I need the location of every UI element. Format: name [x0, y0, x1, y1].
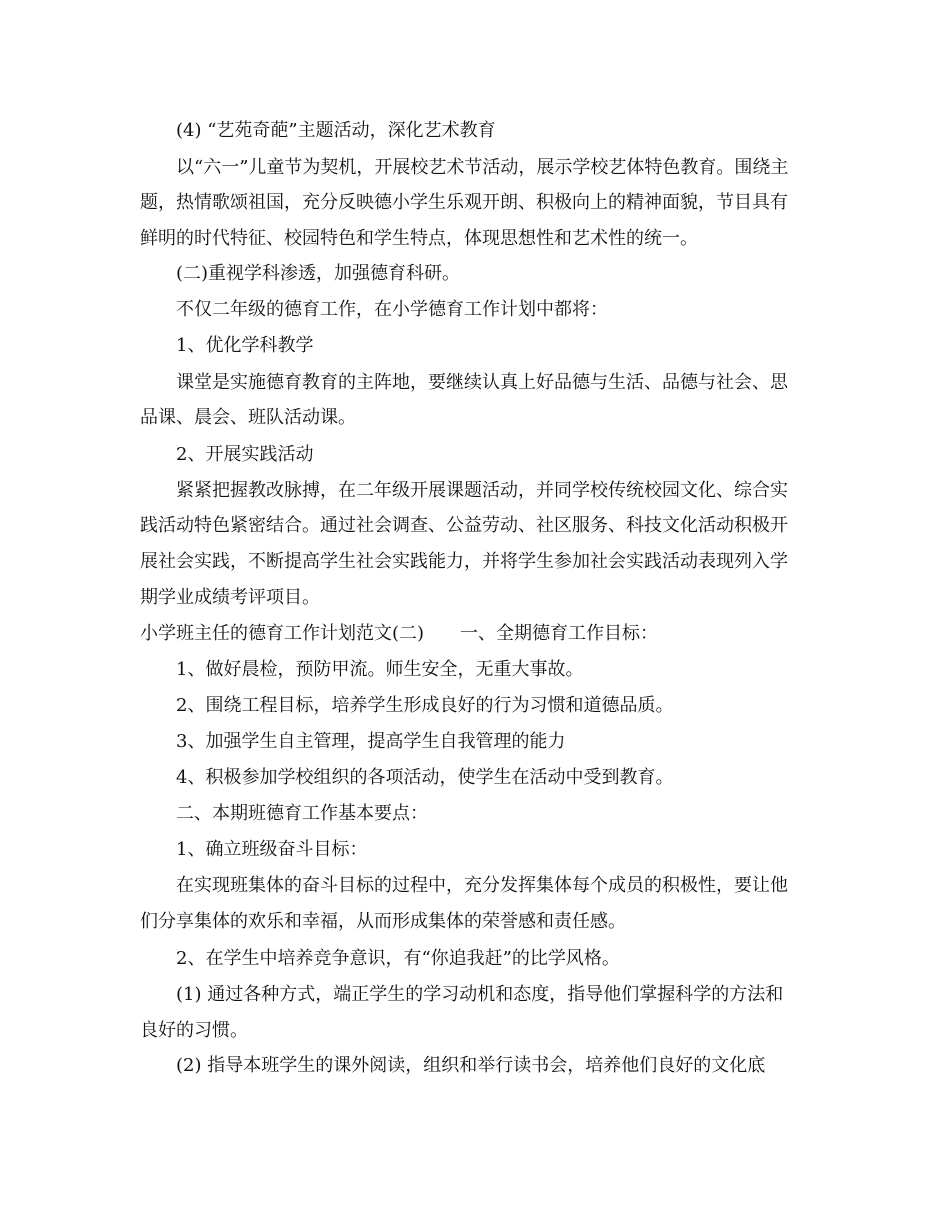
text-line: 良好的习惯。: [140, 1020, 248, 1041]
text-line: (二)重视学科渗透，加强德育科研。: [176, 263, 461, 284]
text-line: 展社会实践，不断提高学生社会实践能力，并将学生参加社会实践活动表现列入学: [140, 551, 788, 572]
text-line: 紧紧把握教改脉搏，在二年级开展课题活动，并同学校传统校园文化、综合实: [176, 480, 788, 501]
text-line: (1) 通过各种方式，端正学生的学习动机和态度，指导他们掌握科学的方法和: [176, 984, 784, 1005]
text-line: 3、加强学生自主管理，提高学生自我管理的能力: [176, 731, 566, 752]
text-line: 们分享集体的欢乐和幸福，从而形成集体的荣誉感和责任感。: [140, 911, 626, 932]
text-line: 小学班主任的德育工作计划范文(二) 一、全期德育工作目标：: [140, 623, 659, 644]
text-line: 1、优化学科教学: [176, 335, 314, 356]
text-line: 2、开展实践活动: [176, 444, 314, 465]
text-line: 2、在学生中培养竞争意识，有“你追我赶”的比学风格。: [176, 948, 620, 969]
text-line: 二、本期班德育工作基本要点：: [176, 803, 428, 824]
text-line: 践活动特色紧密结合。通过社会调查、公益劳动、社区服务、科技文化活动积极开: [140, 515, 788, 536]
text-line: 在实现班集体的奋斗目标的过程中，充分发挥集体每个成员的积极性，要让他: [176, 875, 788, 896]
text-line: (4) “艺苑奇葩”主题活动，深化艺术教育: [176, 120, 496, 141]
text-line: 课堂是实施德育教育的主阵地，要继续认真上好品德与生活、品德与社会、思: [176, 372, 788, 393]
text-line: 2、围绕工程目标，培养学生形成良好的行为习惯和道德品质。: [176, 695, 674, 716]
text-line: 1、做好晨检，预防甲流。师生安全，无重大事故。: [176, 659, 584, 680]
text-line: 品课、晨会、班队活动课。: [140, 407, 356, 428]
text-line: 题，热情歌颂祖国，充分反映德小学生乐观开朗、积极向上的精神面貌，节目具有: [140, 192, 788, 213]
text-line: 期学业成绩考评项目。: [140, 587, 320, 608]
text-line: 不仅二年级的德育工作，在小学德育工作计划中都将：: [176, 299, 608, 320]
text-line: (2) 指导本班学生的课外阅读，组织和举行读书会，培养他们良好的文化底: [176, 1055, 766, 1076]
text-line: 以“六一”儿童节为契机，开展校艺术节活动，展示学校艺体特色教育。围绕主: [176, 157, 789, 178]
text-line: 4、积极参加学校组织的各项活动，使学生在活动中受到教育。: [176, 767, 674, 788]
text-line: 鲜明的时代特征、校园特色和学生特点，体现思想性和艺术性的统一。: [140, 228, 698, 249]
text-line: 1、确立班级奋斗目标：: [176, 839, 368, 860]
